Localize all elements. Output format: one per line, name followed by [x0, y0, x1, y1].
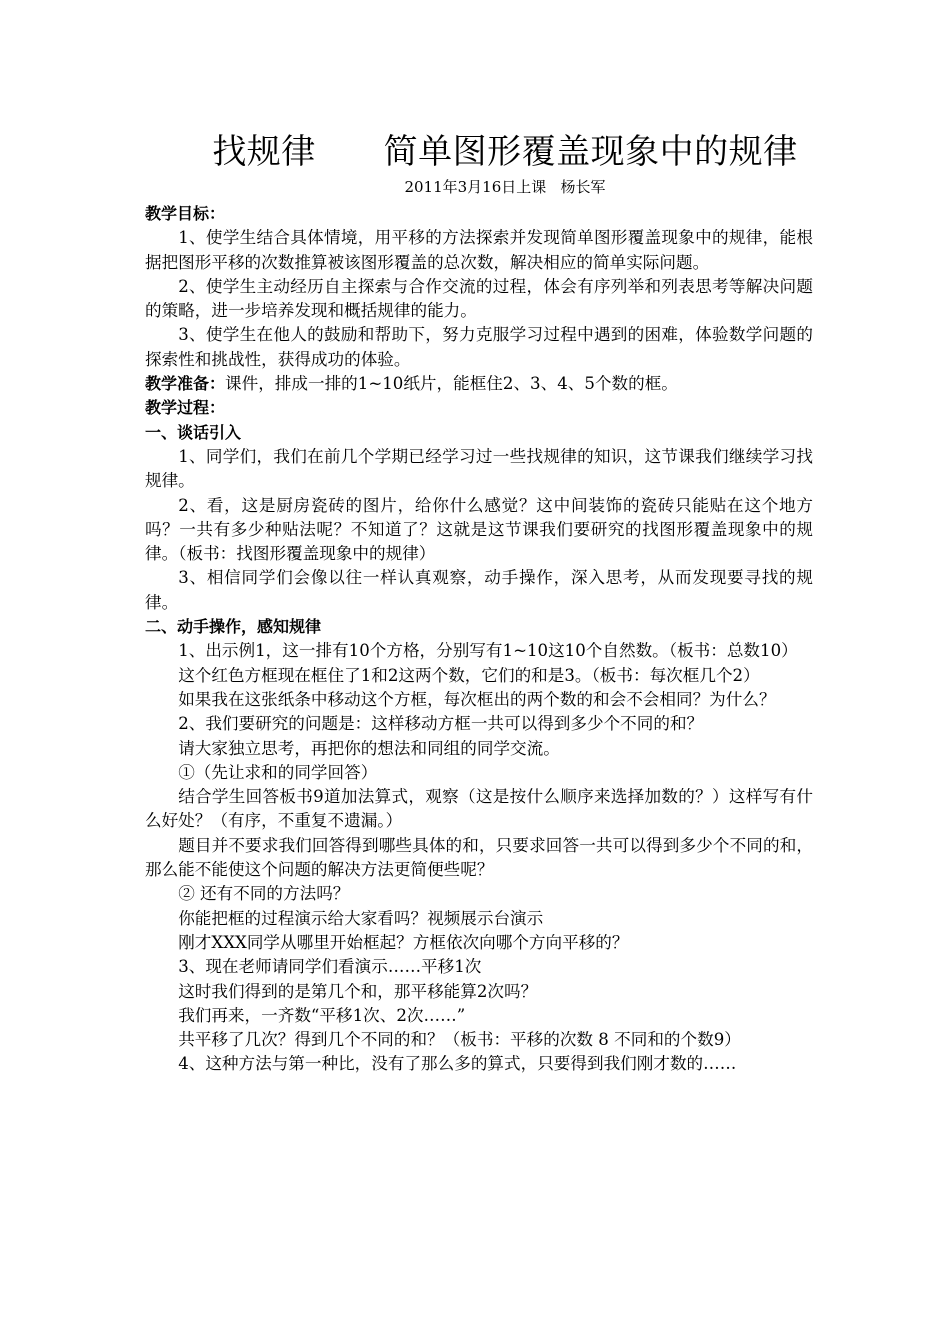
goals-heading: 教学目标： [145, 204, 226, 223]
s2-paragraph-2: 这个红色方框现在框住了1和2这两个数，它们的和是3。（板书：每次框几个2） [178, 665, 760, 685]
prep-label: 教学准备： [145, 374, 226, 394]
s2-paragraph-1: 1、出示例1，这一排有10个方格，分别写有1~10这10个自然数。（板书：总数10） [178, 641, 798, 661]
section-2-heading: 二、动手操作，感知规律 [145, 617, 322, 637]
s2-paragraph-12: 3、现在老师请同学们看演示……平移1次 [178, 957, 482, 977]
s2-paragraph-3: 如果我在这张纸条中移动这个方框，每次框出的两个数的和会不会相同？为什么？ [178, 689, 776, 709]
process-heading: 教学过程： [145, 398, 226, 418]
s1-paragraph-1: 1、同学们，我们在前几个学期已经学习过一些找规律的知识，这节课我们继续学习找规律。 [145, 446, 813, 491]
prep-text: 课件，排成一排的1~10纸片，能框住2、3、4、5个数的框。 [225, 374, 678, 394]
document-title: 找规律 简单图形覆盖现象中的规律 [212, 132, 798, 172]
s2-paragraph-13: 这时我们得到的是第几个和，那平移能算2次吗？ [178, 981, 538, 1001]
s2-paragraph-8: 题目并不要求我们回答得到哪些具体的和，只要求回答一共可以得到多少个不同的和，那么能不能使这个问题的解决方法更简便些呢？ [145, 835, 813, 880]
s2-paragraph-4: 2、我们要研究的问题是：这样移动方框一共可以得到多少个不同的和？ [178, 714, 704, 734]
goal-2: 2、使学生主动经历自主探索与合作交流的过程，体会有序列举和列表思考等解决问题的策略，进一步培养发现和概括规律的能力。 [145, 276, 813, 321]
goal-3: 3、使学生在他人的鼓励和帮助下，努力克服学习过程中遇到的困难，体验数学问题的探索性和挑战性，获得成功的体验。 [145, 325, 813, 369]
prep-line [145, 372, 813, 396]
s2-paragraph-10: 你能把框的过程演示给大家看吗？视频展示台演示 [178, 908, 544, 928]
s2-paragraph-6: ①（先让求和的同学回答） [178, 762, 378, 782]
s2-paragraph-5: 请大家独立思考，再把你的想法和同组的同学交流。 [178, 738, 560, 758]
s2-paragraph-16: 4、这种方法与第一种比，没有了那么多的算式，只要得到我们刚才数的…… [178, 1054, 737, 1074]
goal-1: 1、使学生结合具体情境，用平移的方法探索并发现简单图形覆盖现象中的规律，能根据把图形平移的次数推算被该图形覆盖的总次数，解决相应的简单实际问题。 [145, 228, 813, 272]
s2-paragraph-7: 结合学生回答板书9道加法算式，观察（这是按什么顺序来选择加数的？）这样写有什么好处？（有序，不重复不遗漏。） [145, 787, 813, 831]
document-page [145, 128, 813, 1077]
section-1-heading: 一、谈话引入 [145, 422, 242, 442]
s2-paragraph-14: 我们再来，一齐数“平移1次、2次……” [178, 1005, 466, 1025]
s2-paragraph-9: ② 还有不同的方法吗？ [178, 884, 350, 904]
s2-paragraph-11: 刚才XXX同学从哪里开始框起？方框依次向哪个方向平移的？ [178, 932, 629, 952]
s1-paragraph-2: 2、看，这是厨房瓷砖的图片，给你什么感觉？这中间装饰的瓷砖只能贴在这个地方吗？一共有多少种贴法呢？不知道了？这就是这节课我们要研究的找图形覆盖现象中的规律。（板书：找图形覆盖现象中的规律） [145, 495, 813, 564]
document-subtitle: 2011年3月16日上课 杨长军 [404, 178, 606, 196]
s1-paragraph-3: 3、相信同学们会像以往一样认真观察，动手操作，深入思考，从而发现要寻找的规律。 [145, 568, 813, 612]
s2-paragraph-15: 共平移了几次？得到几个不同的和？（板书：平移的次数 8 不同和的个数9） [178, 1030, 741, 1050]
